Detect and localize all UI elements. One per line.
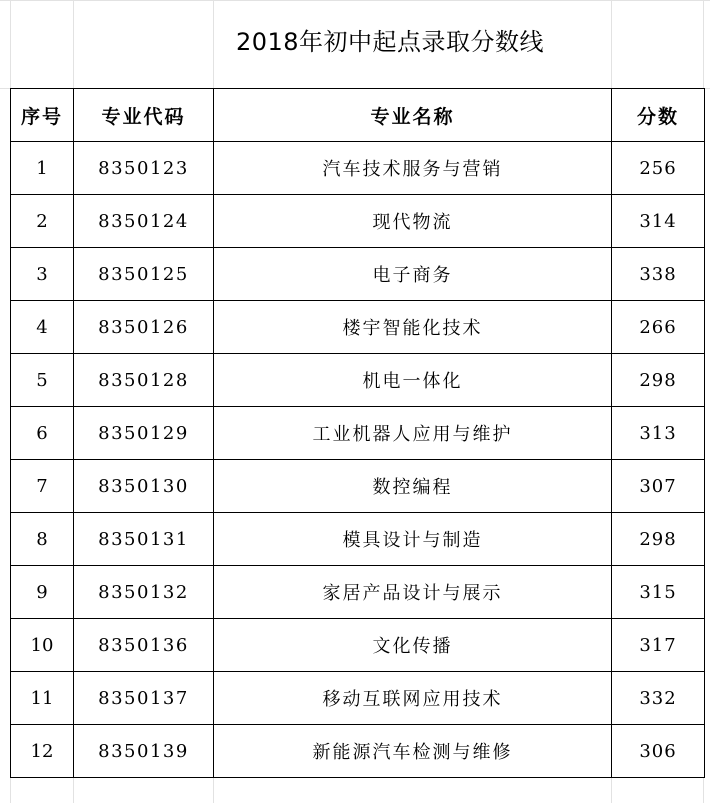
- cell-score: 338: [612, 248, 705, 301]
- cell-index: 4: [11, 301, 74, 354]
- header-index: 序号: [11, 89, 74, 142]
- cell-code: 8350131: [74, 513, 214, 566]
- cell-code: 8350124: [74, 195, 214, 248]
- cell-name: 楼宇智能化技术: [214, 301, 612, 354]
- cell-code: 8350123: [74, 142, 214, 195]
- cell-name: 数控编程: [214, 460, 612, 513]
- cell-index: 8: [11, 513, 74, 566]
- cell-score: 315: [612, 566, 705, 619]
- cell-index: 3: [11, 248, 74, 301]
- table-row: [11, 248, 705, 301]
- cell-score: 306: [612, 725, 705, 778]
- cell-index: 10: [11, 619, 74, 672]
- table-row: [11, 301, 705, 354]
- cell-index: 6: [11, 407, 74, 460]
- header-score: 分数: [612, 89, 705, 142]
- header-name: 专业名称: [214, 89, 612, 142]
- cell-code: 8350132: [74, 566, 214, 619]
- cell-name: 文化传播: [214, 619, 612, 672]
- cell-score: 313: [612, 407, 705, 460]
- cell-score: 332: [612, 672, 705, 725]
- table-row: [11, 566, 705, 619]
- cell-index: 9: [11, 566, 74, 619]
- cell-code: 8350136: [74, 619, 214, 672]
- page-title: 2018年初中起点录取分数线: [235, 28, 545, 56]
- cell-code: 8350130: [74, 460, 214, 513]
- table-body: [11, 142, 705, 778]
- cell-code: 8350126: [74, 301, 214, 354]
- admission-score-table: [10, 88, 705, 778]
- header-code: 专业代码: [74, 89, 214, 142]
- cell-name: 移动互联网应用技术: [214, 672, 612, 725]
- cell-index: 11: [11, 672, 74, 725]
- table-row: [11, 513, 705, 566]
- cell-score: 266: [612, 301, 705, 354]
- table-header-row: [11, 89, 705, 142]
- table-row: [11, 460, 705, 513]
- table-row: [11, 725, 705, 778]
- table-row: [11, 142, 705, 195]
- cell-name: 机电一体化: [214, 354, 612, 407]
- cell-score: 256: [612, 142, 705, 195]
- cell-index: 7: [11, 460, 74, 513]
- cell-name: 工业机器人应用与维护: [214, 407, 612, 460]
- cell-code: 8350128: [74, 354, 214, 407]
- cell-index: 12: [11, 725, 74, 778]
- cell-name: 新能源汽车检测与维修: [214, 725, 612, 778]
- table-row: [11, 195, 705, 248]
- cell-index: 1: [11, 142, 74, 195]
- cell-index: 2: [11, 195, 74, 248]
- cell-score: 307: [612, 460, 705, 513]
- cell-code: 8350137: [74, 672, 214, 725]
- cell-name: 汽车技术服务与营销: [214, 142, 612, 195]
- cell-name: 电子商务: [214, 248, 612, 301]
- cell-score: 298: [612, 513, 705, 566]
- sheet-gridline: [0, 0, 710, 1]
- cell-score: 314: [612, 195, 705, 248]
- table-row: [11, 619, 705, 672]
- cell-score: 317: [612, 619, 705, 672]
- cell-code: 8350139: [74, 725, 214, 778]
- cell-index: 5: [11, 354, 74, 407]
- cell-name: 家居产品设计与展示: [214, 566, 612, 619]
- cell-name: 模具设计与制造: [214, 513, 612, 566]
- cell-code: 8350125: [74, 248, 214, 301]
- cell-code: 8350129: [74, 407, 214, 460]
- cell-score: 298: [612, 354, 705, 407]
- table-row: [11, 407, 705, 460]
- cell-name: 现代物流: [214, 195, 612, 248]
- table-row: [11, 672, 705, 725]
- table-row: [11, 354, 705, 407]
